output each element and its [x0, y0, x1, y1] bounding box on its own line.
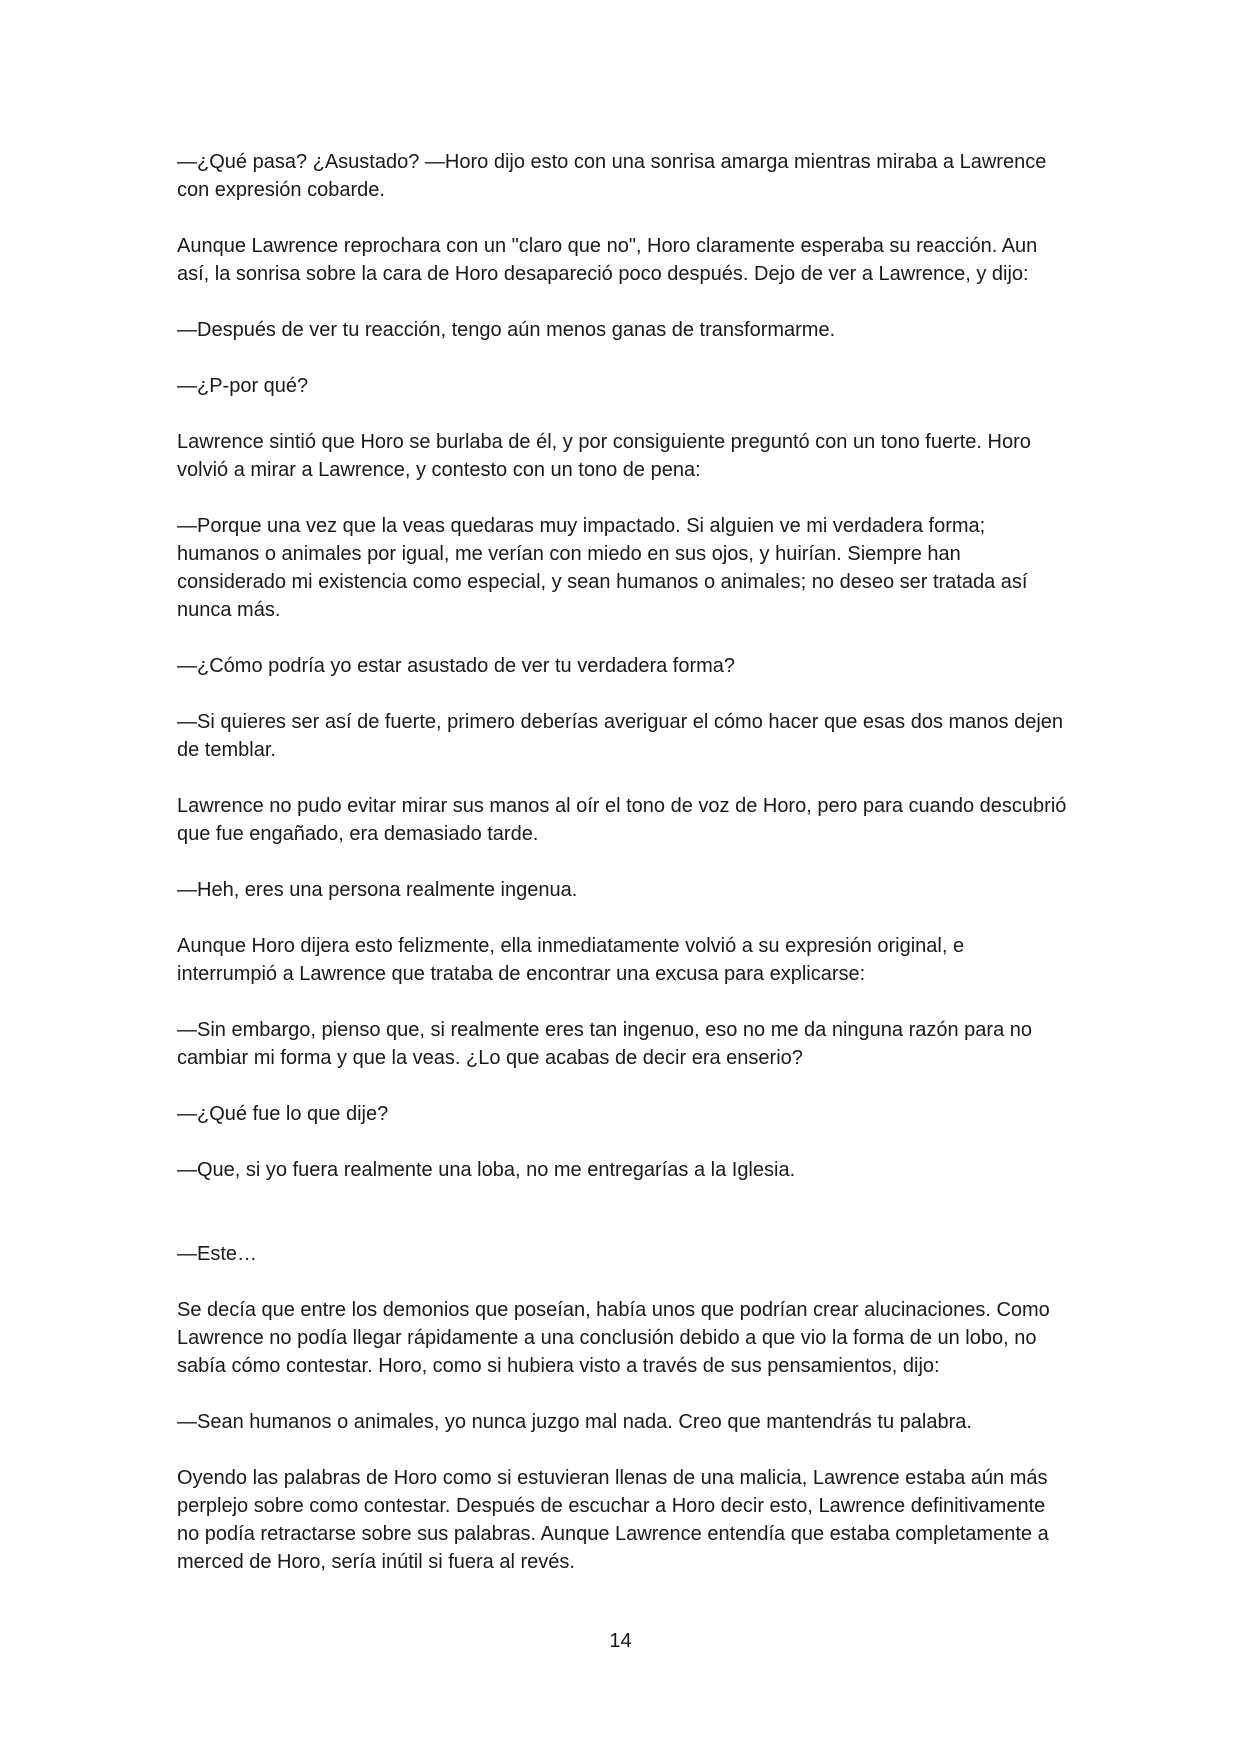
paragraph: —¿Qué pasa? ¿Asustado? —Horo dijo esto con una sonrisa amarga mientras miraba a Lawrence con expresión cobarde.: [177, 151, 1047, 201]
paragraph: —Después de ver tu reacción, tengo aún menos ganas de transformarme.: [177, 319, 836, 341]
paragraph: Oyendo las palabras de Horo como si estuvieran llenas de una malicia, Lawrence estaba aún más perplejo sobre como contestar. Después de escuchar a Horo decir esto, Lawrence definitivamente no podía retractarse sobre sus palabras. Aunque Lawrence entendía que estaba completamente a merced de Horo, sería inútil si fuera al revés.: [177, 1467, 1049, 1573]
paragraph: —¿P-por qué?: [177, 375, 309, 397]
paragraph: —Sin embargo, pienso que, si realmente eres tan ingenuo, eso no me da ninguna razón para no cambiar mi forma y que la veas. ¿Lo que acabas de decir era enserio?: [177, 1019, 1032, 1069]
paragraph: Aunque Lawrence reprochara con un "claro que no", Horo claramente esperaba su reacción. Aun así, la sonrisa sobre la cara de Horo desapareció poco después. Dejo de ver a Lawrence, y dijo:: [177, 235, 1038, 285]
paragraph: —Porque una vez que la veas quedaras muy impactado. Si alguien ve mi verdadera forma; humanos o animales por igual, me verían con miedo en sus ojos, y huirían. Siempre han considerado mi existencia como especial, y sean humanos o animales; no deseo ser tratada así nunca más.: [177, 515, 1028, 621]
page-number: 14: [609, 1630, 632, 1652]
paragraph: —Heh, eres una persona realmente ingenua.: [177, 879, 578, 901]
paragraph: —Que, si yo fuera realmente una loba, no me entregarías a la Iglesia.: [177, 1159, 796, 1181]
paragraph: —Este…: [177, 1243, 258, 1265]
body-text: [177, 148, 1067, 1604]
paragraph: Lawrence no pudo evitar mirar sus manos al oír el tono de voz de Horo, pero para cuando descubrió que fue engañado, era demasiado tarde.: [177, 795, 1067, 845]
paragraph: Lawrence sintió que Horo se burlaba de él, y por consiguiente preguntó con un tono fuerte. Horo volvió a mirar a Lawrence, y contesto con un tono de pena:: [177, 431, 1031, 481]
paragraph: Se decía que entre los demonios que poseían, había unos que podrían crear alucinaciones. Como Lawrence no podía llegar rápidamente a una conclusión debido a que vio la forma de un lobo, no sabía cómo contestar. Horo, como si hubiera visto a través de sus pensamientos, dijo:: [177, 1299, 1050, 1377]
paragraph: Aunque Horo dijera esto felizmente, ella inmediatamente volvió a su expresión original, e interrumpió a Lawrence que trataba de encontrar una excusa para explicarse:: [177, 935, 965, 985]
paragraph: —Si quieres ser así de fuerte, primero deberías averiguar el cómo hacer que esas dos manos dejen de temblar.: [177, 711, 1064, 761]
paragraph: —Sean humanos o animales, yo nunca juzgo mal nada. Creo que mantendrás tu palabra.: [177, 1411, 972, 1433]
paragraph: —¿Qué fue lo que dije?: [177, 1103, 389, 1125]
paragraph: —¿Cómo podría yo estar asustado de ver tu verdadera forma?: [177, 655, 736, 677]
